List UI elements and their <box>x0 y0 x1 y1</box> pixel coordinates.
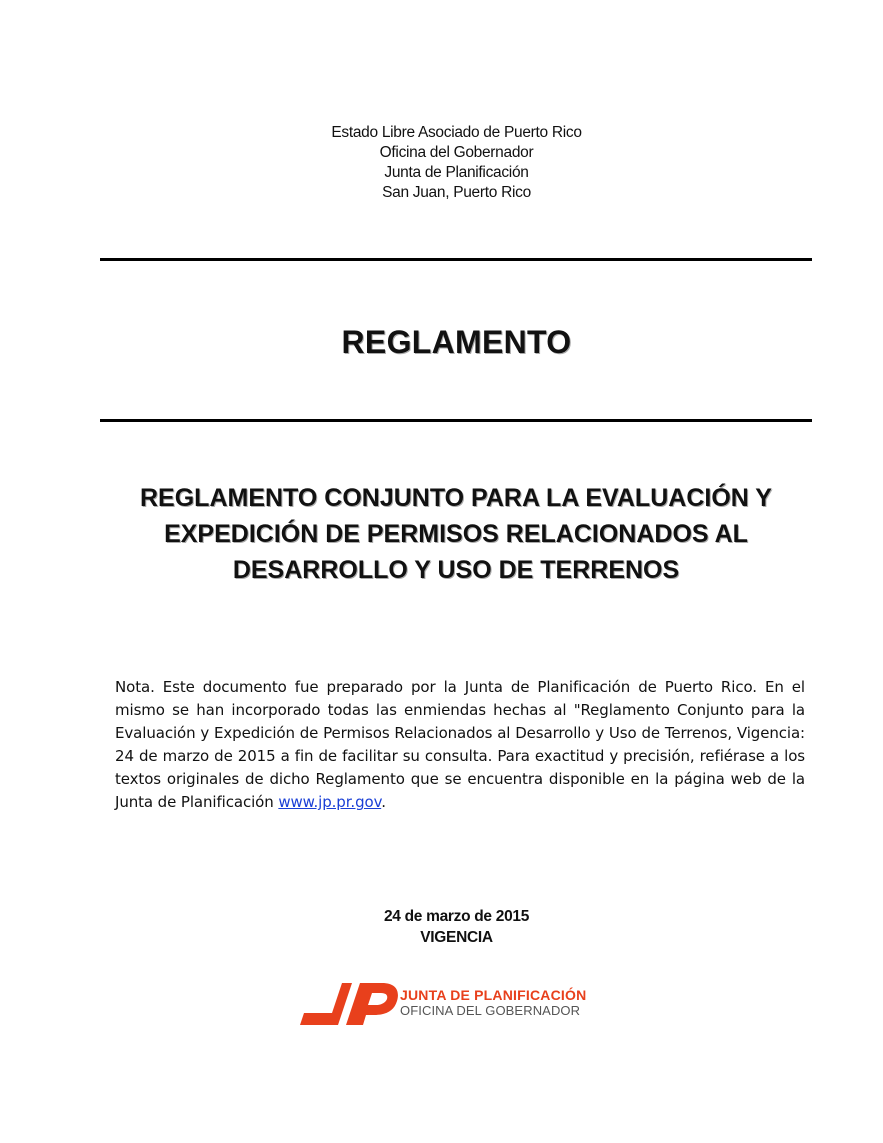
header-line: Junta de Planificación <box>384 164 529 181</box>
header-line: Oficina del Gobernador <box>379 144 534 161</box>
effective-date-block <box>0 906 883 948</box>
note-end: . <box>381 793 386 811</box>
header-line: Estado Libre Asociado de Puerto Rico <box>331 124 582 141</box>
header-line: San Juan, Puerto Rico <box>382 184 531 201</box>
website-link[interactable]: www.jp.pr.gov <box>278 793 382 811</box>
jp-logo-icon <box>300 975 400 1029</box>
title-line: REGLAMENTO CONJUNTO PARA LA EVALUACIÓN Y <box>140 484 772 512</box>
junta-logo <box>300 975 590 1030</box>
note-text: Nota. Este documento fue preparado por la Junta de Planificación de Puerto Rico. En el mismo se han incorporado todas las enmiendas hechas al "Reglamento Conjunto para la Evaluación y Expedición de Permisos Relacionados al Desarrollo y Uso de Terrenos, Vigencia: 24 de marzo de 2015 a fin de facilitar su consulta. Para exactitud y precisión, refiérase a los textos originales de dicho Reglamento que se encuentra disponible en la página web de la Junta de Planificación <box>115 678 805 811</box>
logo-subtitle: OFICINA DEL GOBERNADOR <box>400 1003 581 1018</box>
divider-bottom <box>100 419 812 422</box>
divider-top <box>100 258 812 261</box>
logo-title: JUNTA DE PLANIFICACIÓN <box>400 987 587 1003</box>
title-line: DESARROLLO Y USO DE TERRENOS <box>232 556 680 584</box>
effective-label: VIGENCIA <box>420 929 493 946</box>
effective-date: 24 de marzo de 2015 <box>383 908 530 925</box>
document-title <box>100 480 812 588</box>
title-line: EXPEDICIÓN DE PERMISOS RELACIONADOS AL <box>164 520 748 548</box>
document-type: REGLAMENTO <box>341 324 572 360</box>
issuing-authority <box>0 123 883 203</box>
note-paragraph <box>115 676 805 814</box>
